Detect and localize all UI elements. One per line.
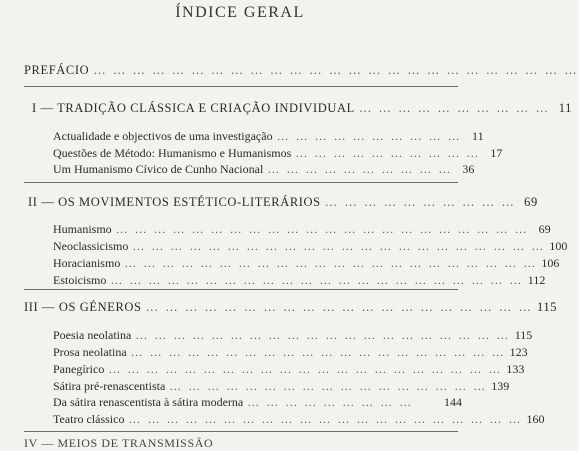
toc-entry[interactable]: Teatro clássico … … … … … … … … … … … … … … … … … … … … … 160: [53, 412, 545, 426]
divider: [24, 182, 458, 183]
page-number: 112: [527, 273, 546, 287]
page-number: 133: [506, 362, 525, 376]
toc-entry[interactable]: Um Humanismo Cívico de Cunho Nacional … … … … … … … … … … 36: [53, 162, 475, 176]
page-number: 160: [526, 412, 545, 426]
page-number: 123: [509, 345, 528, 359]
toc-entry[interactable]: Estoicismo … … … … … … … … … … … … … … … … … … … … … … 112: [53, 273, 546, 287]
page-number: 100: [549, 239, 568, 253]
toc-entry[interactable]: Actualidade e objectivos de uma investigação … … … … … … … … … … 11: [53, 129, 484, 143]
page-number: 139: [491, 379, 510, 393]
leader-dots: … … … … … … … … … … … … … … … … … … … … … …: [132, 239, 546, 253]
divider: [24, 289, 458, 290]
page-number: 69: [524, 195, 538, 209]
page-number: 115: [514, 328, 533, 342]
toc-entry[interactable]: Humanismo … … … … … … … … … … … … … … … … … … … … … … 69: [53, 222, 551, 236]
page-number: 115: [536, 300, 558, 314]
toc-section-heading[interactable]: II — OS MOVIMENTOS ESTÉTICO-LITERÁRIOS … … … … … … … … … … 69: [28, 195, 538, 209]
leader-dots: … … … … … … … … …: [247, 395, 414, 409]
page-number: 11: [558, 101, 573, 115]
toc-section-heading[interactable]: III — OS GÉNEROS … … … … … … … … … … … … … … … … … … … … 115: [24, 300, 558, 314]
leader-dots: … … … … … … … … … …: [358, 101, 551, 115]
leader-dots: … … … … … … … … … … … … … … … … … … … … … …: [110, 273, 524, 287]
toc-entry[interactable]: Neoclassicismo … … … … … … … … … … … … … … … … … … … … … … 100: [53, 239, 568, 253]
leader-dots: … … … … … … … … … … … … … … … … … … … …: [145, 300, 533, 314]
toc-entry[interactable]: Poesia neolatina … … … … … … … … … … … … … … … … … … … … 115: [53, 328, 533, 342]
leader-dots: … … … … … … … … … …: [324, 195, 516, 209]
leader-dots: … … … … … … … … … … … … … … … … … … … … … … … … …: [93, 63, 579, 77]
toc-entry[interactable]: Questões de Método: Humanismo e Humanismos … … … … … … … … … … 17: [53, 146, 503, 160]
toc-section-heading[interactable]: I — TRADIÇÃO CLÁSSICA E CRIAÇÃO INDIVIDUAL … … … … … … … … … … 11: [32, 101, 573, 115]
leader-dots: … … … … … … … … … … … … … … … … … … … … … …: [115, 222, 529, 236]
leader-dots: … … … … … … … … … … … … … … … … …: [169, 379, 488, 393]
page-number: 17: [490, 146, 503, 160]
leader-dots: … … … … … … … … … … … … … … … … … … … … … …: [124, 256, 538, 270]
leader-dots: … … … … … … … … … …: [276, 129, 462, 143]
divider: [24, 431, 458, 432]
page-title: ÍNDICE GERAL: [175, 4, 305, 21]
page-number: 11: [472, 129, 484, 143]
leader-dots: … … … … … … … … … … … … … … … … … … … …: [135, 328, 511, 342]
leader-dots: … … … … … … … … … … … … … … … … … … … …: [130, 345, 506, 359]
divider: [24, 86, 458, 87]
page-number: 144: [444, 395, 462, 409]
toc-section-heading-cutoff: IV — MEIOS DE TRANSMISSÃO: [24, 436, 214, 450]
leader-dots: … … … … … … … … … …: [267, 162, 453, 176]
toc-entry[interactable]: Sátira pré-renascentista … … … … … … … … … … … … … … … … … 139: [53, 379, 510, 393]
leader-dots: … … … … … … … … … …: [295, 146, 481, 160]
toc-entry[interactable]: Horacianismo … … … … … … … … … … … … … … … … … … … … … … 106: [53, 256, 560, 270]
toc-entry[interactable]: Panegírico … … … … … … … … … … … … … … … … … … … … … 133: [53, 362, 525, 376]
leader-dots: … … … … … … … … … … … … … … … … … … … … …: [108, 362, 503, 376]
leader-dots: … … … … … … … … … … … … … … … … … … … … …: [128, 412, 523, 426]
toc-entry[interactable]: Prosa neolatina … … … … … … … … … … … … … … … … … … … … 123: [53, 345, 528, 359]
page-number: 106: [541, 256, 560, 270]
toc-entry[interactable]: Da sátira renascentista à sátira moderna … … … … … … … … … 144: [53, 395, 462, 409]
toc-preface[interactable]: [24, 63, 579, 78]
page-number: 69: [538, 222, 551, 236]
page-number: 36: [462, 162, 475, 176]
toc-preface-label: PREFÁCIO: [24, 63, 90, 77]
